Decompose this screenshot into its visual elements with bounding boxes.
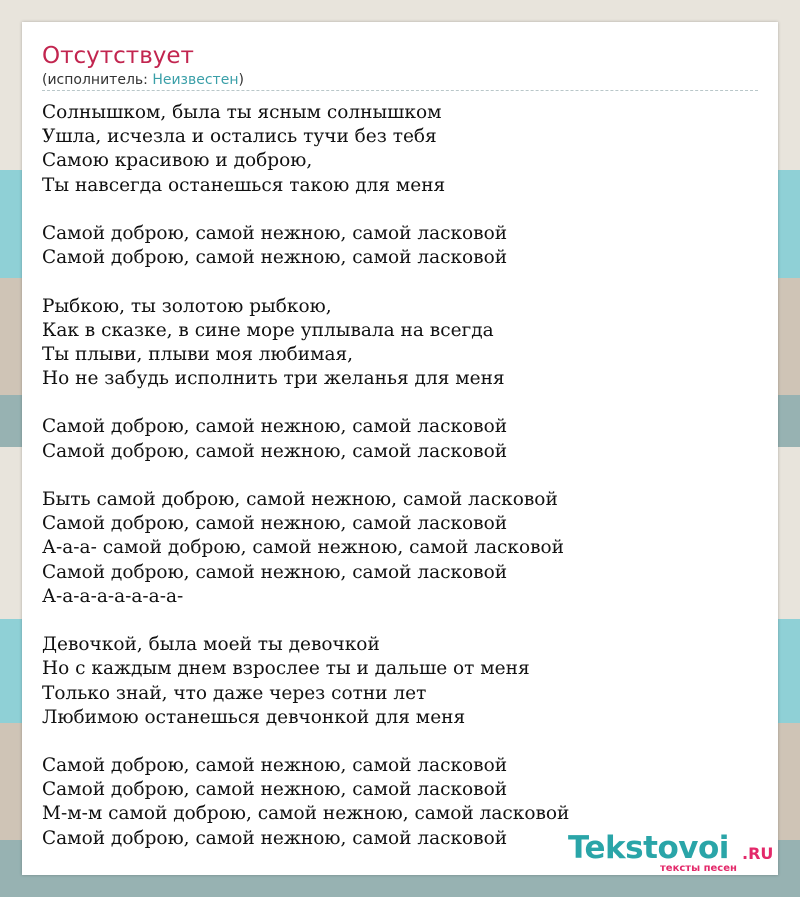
logo-tagline: тексты песен <box>660 863 737 874</box>
lyric-line: А-а-а- самой доброю, самой нежною, самой ласковой <box>42 537 564 559</box>
song-title: Отсутствует <box>42 43 194 69</box>
lyric-line: Девочкой, была моей ты девочкой <box>42 634 380 656</box>
lyric-line: Самой доброю, самой нежною, самой ласковой <box>42 247 508 269</box>
lyric-line: Самой доброю, самой нежною, самой ласковой <box>42 513 508 535</box>
lyric-line: Как в сказке, в сине море уплывала на всегда <box>42 319 494 341</box>
stanza-break <box>42 730 758 754</box>
lyrics-text <box>42 101 758 851</box>
lyric-line: Самою красивою и доброю, <box>42 150 313 172</box>
site-logo[interactable] <box>568 830 778 875</box>
lyric-line: Самой доброю, самой нежною, самой ласковой <box>42 755 508 777</box>
lyric-line: Но не забудь исполнить три желанья для меня <box>42 368 505 390</box>
lyric-line: Любимою останешься девчонкой для меня <box>42 706 466 728</box>
lyrics-card <box>22 22 778 875</box>
lyric-line: Но с каждым днем взрослее ты и дальше от меня <box>42 658 530 680</box>
lyric-line: М-м-м самой доброю, самой нежною, самой ласковой <box>42 803 570 825</box>
lyric-line: Быть самой доброю, самой нежною, самой ласковой <box>42 489 558 510</box>
logo-wordmark: Tekstovoi <box>568 830 729 866</box>
lyric-line: Солнышком, была ты ясным солнышком <box>42 102 442 123</box>
lyric-line: А-а-а-а-а-а-а-а- <box>42 585 184 607</box>
lyric-line: Самой доброю, самой нежною, самой ласковой <box>42 440 508 462</box>
logo-domain: .RU <box>742 844 774 863</box>
performer-suffix: ) <box>238 72 244 88</box>
stanza-break <box>42 391 758 415</box>
performer-line <box>42 71 244 89</box>
lyric-line: Самой доброю, самой нежною, самой ласковой <box>42 416 508 438</box>
stanza-break <box>42 464 758 488</box>
lyric-line: Ушла, исчезла и остались тучи без тебя <box>42 126 437 148</box>
performer-link[interactable]: Неизвестен <box>152 72 239 88</box>
lyric-line: Самой доброю, самой нежною, самой ласковой <box>42 222 508 244</box>
lyric-line: Ты навсегда останешься такою для меня <box>42 174 446 196</box>
performer-prefix: (исполнитель: <box>42 72 153 88</box>
lyric-line: Только знай, что даже через сотни лет <box>42 682 427 704</box>
lyric-line: Рыбкою, ты золотою рыбкою, <box>42 295 332 317</box>
lyric-line: Ты плыви, плыви моя любимая, <box>42 343 354 365</box>
lyric-line: Самой доброю, самой нежною, самой ласковой <box>42 827 508 849</box>
stanza-break <box>42 609 758 633</box>
stanza-break <box>42 270 758 294</box>
lyric-line: Самой доброю, самой нежною, самой ласковой <box>42 779 508 801</box>
title-divider <box>42 90 758 91</box>
stanza-break <box>42 198 758 222</box>
lyric-line: Самой доброю, самой нежною, самой ласковой <box>42 561 508 583</box>
